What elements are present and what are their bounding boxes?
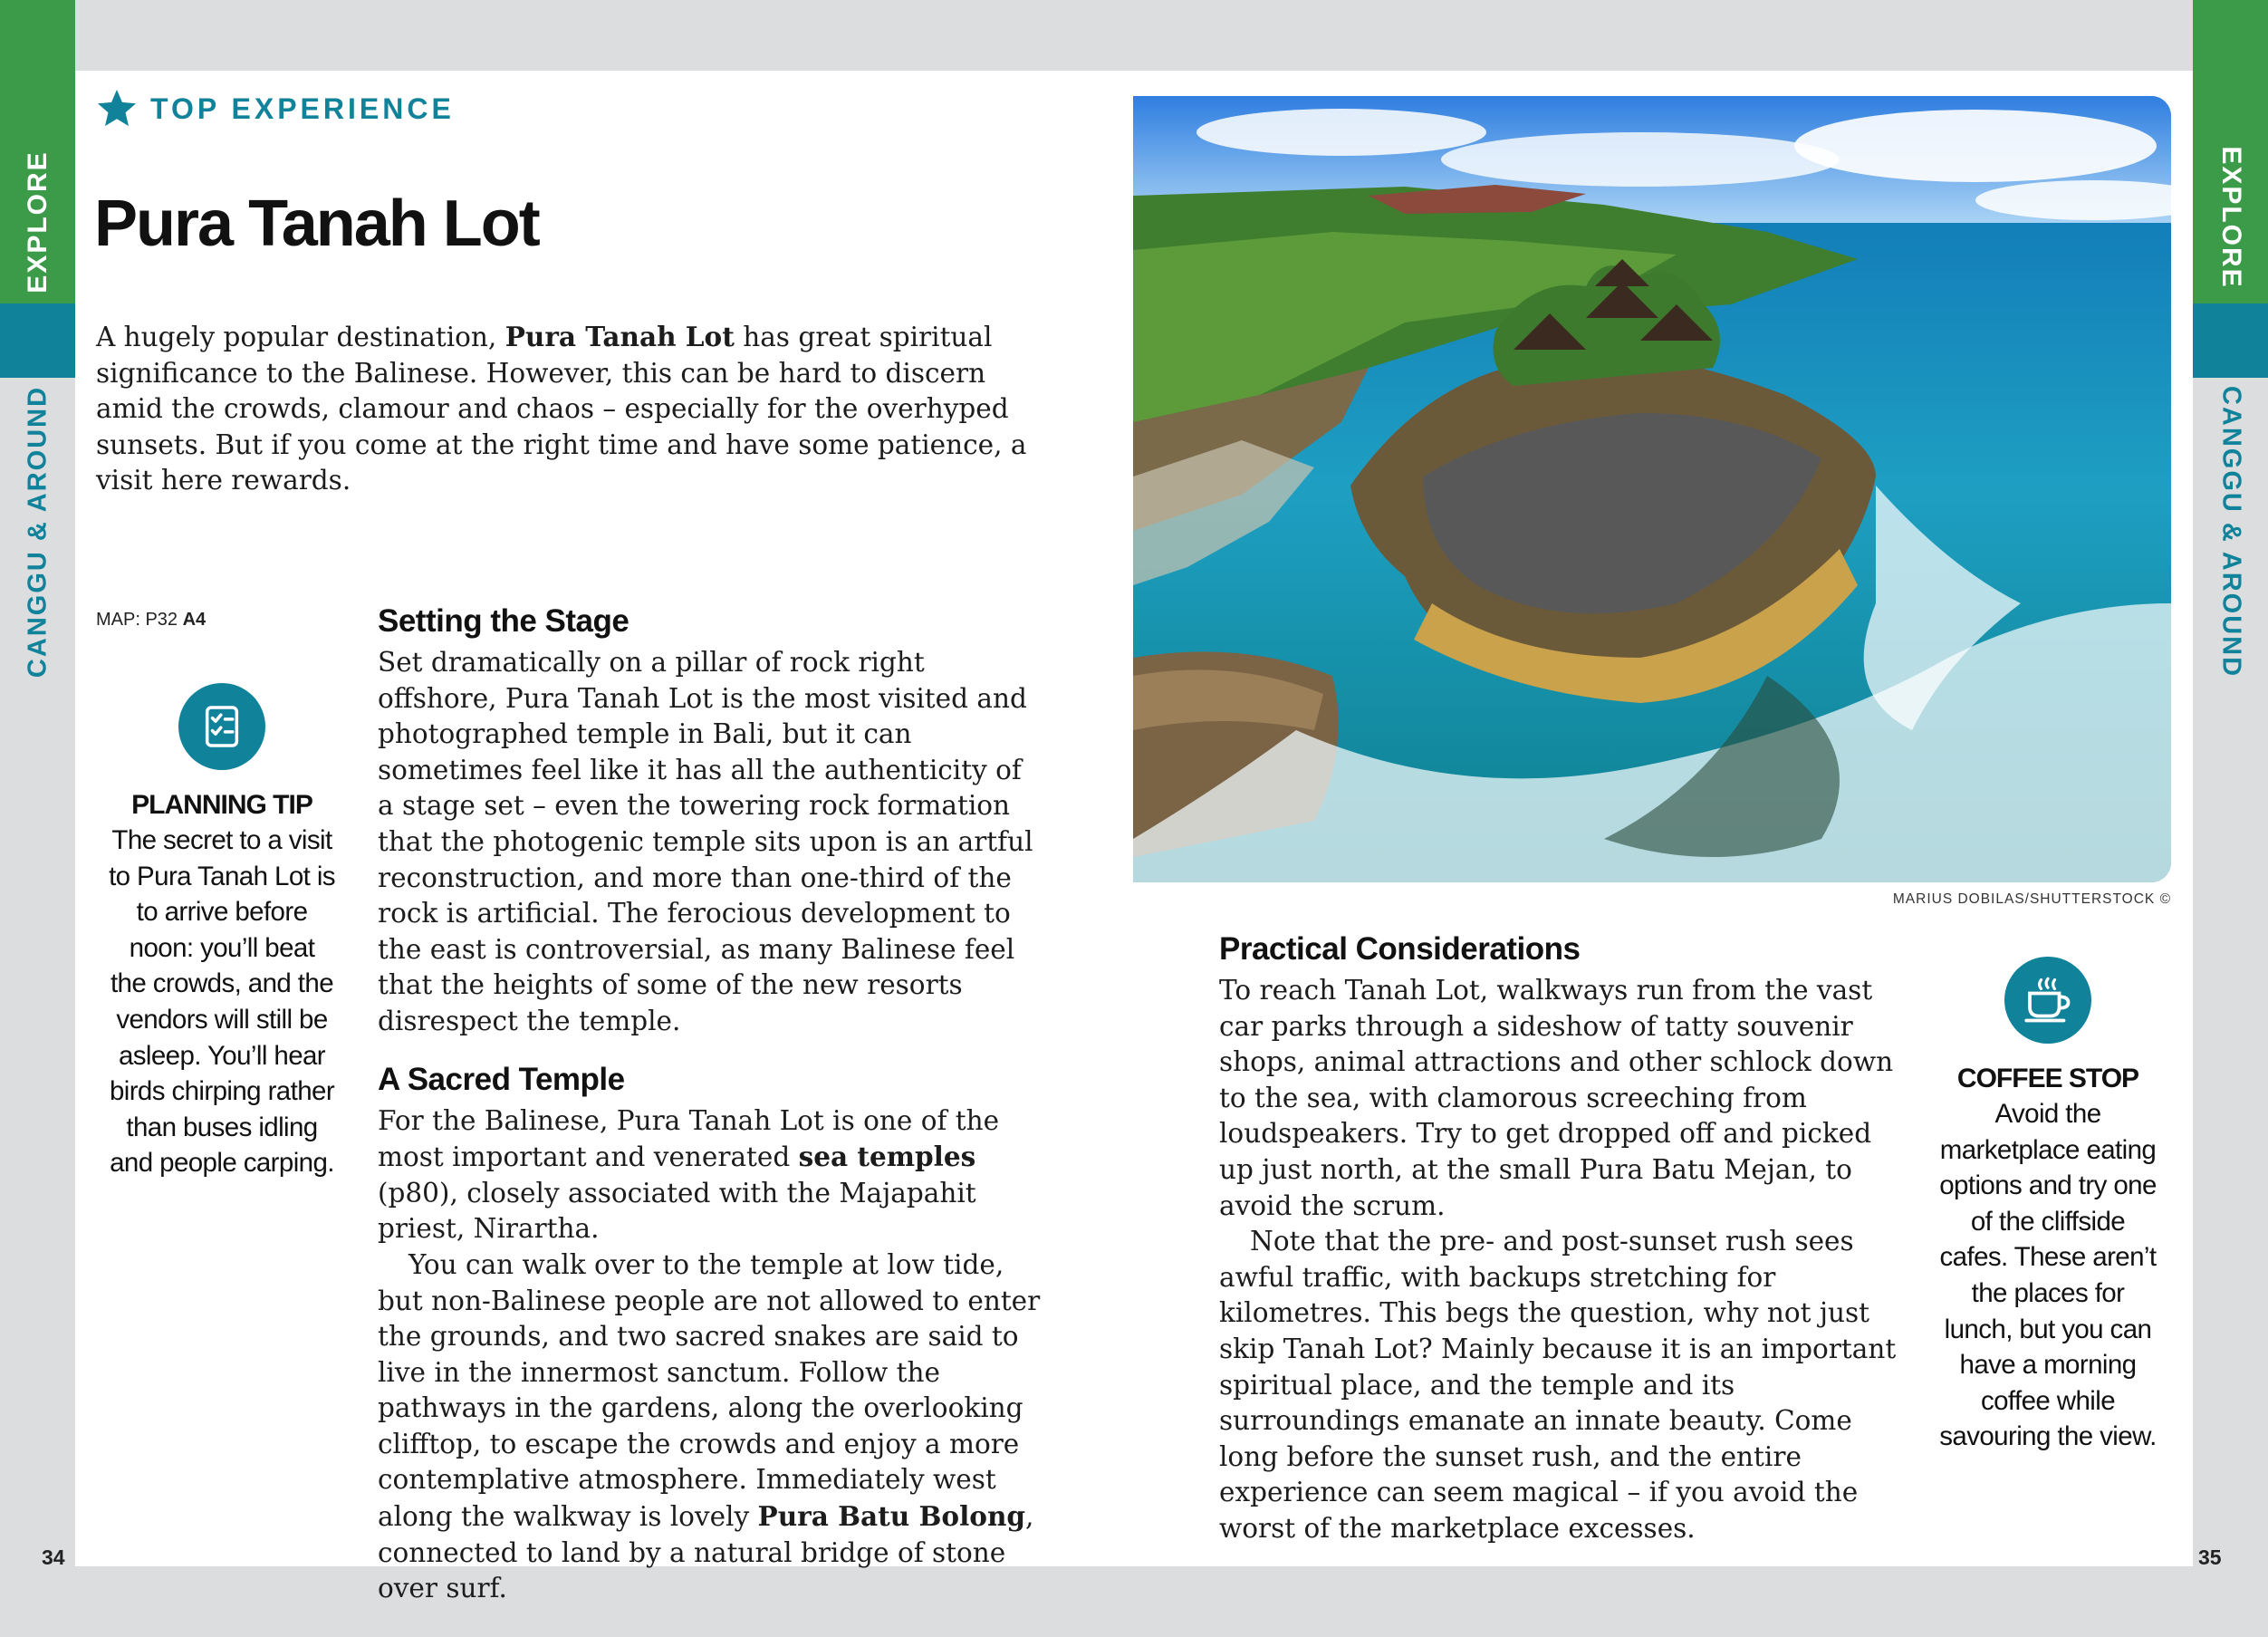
photo-credit: MARIUS DOBILAS/SHUTTERSTOCK © (1892, 891, 2171, 907)
explore-tab-right[interactable] (2193, 0, 2268, 303)
checklist-icon (178, 683, 265, 770)
planning-tip-heading: PLANNING TIP (131, 790, 312, 820)
region-tab-right (2193, 303, 2268, 378)
sacred-temple-para-1: For the Balinese, Pura Tanah Lot is one of the most important and venerated sea temples (p80), closely associated with the Majapahit priest, Nirartha. (378, 1104, 1000, 1245)
coffee-stop-heading: COFFEE STOP (1956, 1064, 2139, 1093)
coffee-stop-text: Avoid the marketplace eating options and try one of the cliffside cafes. These aren’t the places for lunch, but you can have a morning coffee while savouring the view. (1939, 1099, 2157, 1452)
practical-para-2: Note that the pre- and post-sunset rush sees awful traffic, with backups stretching for kilometres. This begs the question, why not just skip Tanah Lot? Mainly because it is an important spiritual place, and the temple and its surroundings emanate an innate beauty. Come long before the sunset rush, and the entire experience can seem magical – if you avoid the worst of the marketplace excesses. (1219, 1226, 1897, 1544)
region-label-text: CANGGU & AROUND (23, 385, 52, 679)
page-number-left: 34 (42, 1546, 65, 1569)
region-label-text: CANGGU & AROUND (2216, 385, 2245, 679)
page-number-right: 35 (2198, 1546, 2222, 1569)
map-ref-label: MAP: P32 (96, 610, 178, 630)
region-tab-left (0, 303, 75, 378)
sacred-temple-para-2: You can walk over to the temple at low tide, but non-Balinese people are not allowed to enter the grounds, and two sacred snakes are said to live in the innermost sanctum. Follow the pathways in the gardens, along the overlooking clifftop, to escape the crowds and enjoy a more contemplative atmosphere. Immediately west along the walkway is lovely Pura Batu Bolong, connected to land by a natural bridge of stone over surf. (378, 1248, 1041, 1604)
kicker-text: TOP EXPERIENCE (150, 91, 455, 125)
main-column-left (378, 598, 1043, 1607)
planning-tip (109, 683, 335, 1181)
section-heading-practical: Practical Considerations (1219, 931, 1581, 967)
section-heading-setting-stage: Setting the Stage (378, 603, 629, 639)
setting-stage-text: Set dramatically on a pillar of rock right offshore, Pura Tanah Lot is the most visited and photographed temple in Bali, but it can sometimes feel like it has all the authenticity of a stage set – even the towering rock formation that the photogenic temple sits upon is an artful reconstruction, and more than one-third of the rock is artificial. The ferocious development to the east is controversial, as many Balinese feel that the heights of some of the new resorts disrespect the temple. (378, 647, 1033, 1036)
practical-para-1: To reach Tanah Lot, walkways run from the vast car parks through a sideshow of tatty souvenir shops, animal attractions and other schlock down to the sea, with clamorous screeching from loudspeakers. Try to get dropped off and picked up just north, at the small Pura Batu Mejan, to avoid the scrum. (1219, 975, 1894, 1221)
intro-paragraph: A hugely popular destination, Pura Tanah Lot has great spiritual significance to the Balinese. However, this can be hard to discern amid the crowds, clamour and chaos – especially for the overhyped sunsets. But if you come at the right time and have some patience, a visit here rewards. (96, 321, 1027, 496)
map-reference[interactable] (96, 610, 206, 631)
region-label-right (2193, 378, 2268, 686)
top-experience-kicker (96, 89, 455, 129)
region-label-left (0, 378, 75, 686)
page-title: Pura Tanah Lot (94, 188, 539, 260)
temple-photo (1133, 96, 2171, 882)
coffee-stop (1935, 957, 2161, 1455)
explore-tab-label: EXPLORE (22, 150, 53, 294)
section-heading-sacred-temple: A Sacred Temple (378, 1061, 625, 1097)
planning-tip-text: The secret to a visit to Pura Tanah Lot is to arrive before noon: you’ll beat the crowds, and the vendors will still be asleep. You’ll hear birds chirping rather than buses idling and people carping. (109, 825, 335, 1179)
explore-tab-left[interactable] (0, 0, 75, 303)
coffee-cup-icon (2004, 957, 2091, 1044)
explore-tab-label: EXPLORE (2215, 146, 2246, 289)
star-icon (96, 89, 138, 129)
poi-name: Pura Tanah Lot (505, 321, 735, 352)
map-ref-grid: A4 (182, 610, 207, 630)
main-column-right (1219, 926, 1908, 1547)
